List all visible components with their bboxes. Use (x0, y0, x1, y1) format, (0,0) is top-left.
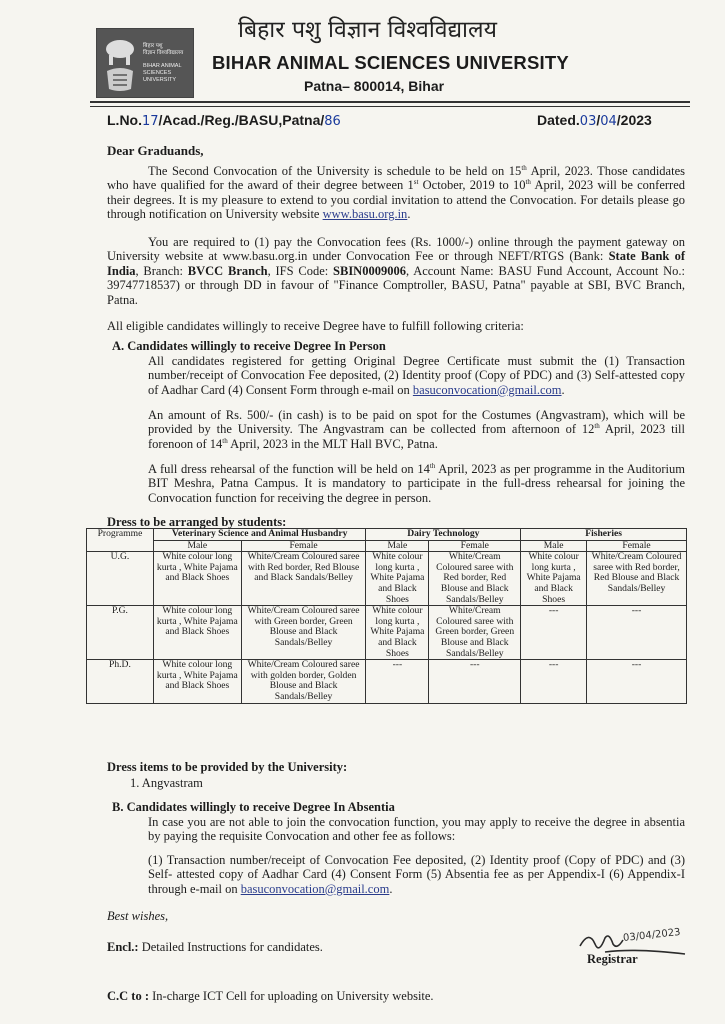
para1-text-b: April, 2023. Those candidates who have qualified for the award of their degree between 1 (107, 164, 685, 193)
date-day: 03 (579, 114, 597, 129)
table-row (87, 660, 687, 703)
header-rule (90, 101, 690, 103)
para2-text-c: , IFS Code: (267, 263, 334, 278)
para1-sup-c: th (525, 178, 531, 187)
table-cell: --- (366, 660, 429, 703)
group-fisheries: Fisheries (521, 529, 687, 541)
encl-text: Detailed Instructions for candidates. (138, 940, 323, 954)
table-cell: White/Cream Coloured saree with Green border, Green Blouse and Black Sandals/Belley (429, 606, 521, 660)
section-a-p3-b: April, 2023 as per programme in the Auditorium BIT Meshra, Patna Campus. It is mandatory to participate in the full-dress rehearsal for joining the Convocation function for receiving the degree in person. (148, 462, 685, 505)
para2-text-b: , Branch: (135, 263, 188, 278)
ref-middle: /Acad./Reg./BASU,Patna/ (158, 112, 325, 128)
registrar-title: Registrar (587, 952, 638, 966)
table-cell: --- (521, 606, 587, 660)
cc-text: In-charge ICT Cell for uploading on University website. (149, 989, 434, 1003)
university-name-hindi: बिहार पशु विज्ञान विश्वविद्यालय (238, 17, 497, 43)
section-a-p1-text: All candidates registered for getting Original Degree Certificate must submit the (1) Transaction number/receipt of Convocation Fee deposited, (2) Identity proof (Copy of PDC) and (3) Self-attested copy of Aadhar Card (4) Consent Form through e-mail on (148, 354, 685, 397)
para1-sup-b: st (413, 178, 419, 187)
col-female: Female (429, 540, 521, 552)
section-b-requirements (148, 853, 685, 896)
section-b-p2-text: (1) Transaction number/receipt of Convocation Fee deposited, (2) Identity proof (Copy of PDC) and (3) Self- attested copy of Aadhar Card (4) Consent Form (5) Absentia fee as per Appendix-I (6) Appendix-I through e-mail on (148, 853, 685, 896)
closing: Best wishes, (107, 909, 169, 923)
section-a-p2-a: An amount of Rs. 500/- (in cash) is to be paid on spot for the Costumes (Angvastram), which will be provided by the University. The Angvastram can be collected from afternoon of 12 (148, 408, 685, 437)
section-b-intro: In case you are not able to join the convocation function, you may apply to receive the degree in absentia by paying the requisite Convocation and other fee as follows: (148, 815, 685, 844)
website-link[interactable]: www.basu.org.in (322, 207, 408, 222)
section-a-rehearsal (148, 462, 685, 505)
univ-items-title: Dress items to be provided by the University: (107, 760, 348, 774)
header-rule-thin (90, 106, 690, 107)
para1-text-c: October, 2019 to 10 (418, 178, 526, 193)
group-dairy-tech: Dairy Technology (366, 529, 521, 541)
registrar-signature (575, 924, 690, 974)
logo-text-2: विज्ञान विश्वविद्यालय (143, 49, 184, 56)
section-a-p2-sup1: th (594, 422, 600, 431)
dated-label: Dated. (537, 112, 580, 128)
group-vet-science: Veterinary Science and Animal Husbandry (153, 529, 366, 541)
col-female: Female (241, 540, 366, 552)
email-link-b[interactable]: basuconvocation@gmail.com (240, 881, 390, 896)
table-cell: --- (587, 660, 687, 703)
section-a-p2-sup2: th (222, 436, 228, 445)
para1-text-d: April, 2023 will be conferred their degrees. It is my pleasure to extend to you cordial invitation to attend the Convocation. For details please go through notification on University website (107, 178, 686, 222)
branch-name: BVCC Branch (187, 263, 268, 278)
enclosure (107, 940, 323, 954)
para2-text-a: You are required to (1) pay the Convocation fees (Rs. 1000/-) online through the payment gateway on University website at www.basu.org.in under Convocation Fee or through NEFT/RTGS (Bank: (107, 235, 685, 264)
para1-end: . (407, 207, 411, 222)
row-programme: Ph.D. (87, 660, 154, 703)
ref-suffix: 86 (324, 114, 341, 129)
table-subheader-row (87, 540, 687, 552)
paragraph-convocation (107, 164, 685, 222)
ref-number: 17 (142, 114, 159, 129)
university-logo (96, 28, 194, 98)
paragraph-fees (107, 235, 685, 307)
table-cell: White colour long kurta , White Pajama and Black Shoes (366, 606, 429, 660)
table-row (87, 606, 687, 660)
email-link-a[interactable]: basuconvocation@gmail.com (412, 382, 562, 397)
dress-table (86, 528, 687, 704)
section-a-heading: A. Candidates willingly to receive Degree In Person (112, 339, 386, 353)
dress-title: Dress to be arranged by students: (107, 515, 287, 529)
section-a-p2-c: April, 2023 in the MLT Hall BVC, Patna. (227, 436, 438, 451)
col-male: Male (366, 540, 429, 552)
table-cell: White/Cream Coloured saree with Red border, Red Blouse and Black Sandals/Belley (241, 552, 366, 606)
para1-sup-a: th (521, 163, 527, 172)
cc-label: C.C to : (107, 989, 150, 1003)
table-cell: White colour long kurta , White Pajama and Black Shoes (521, 552, 587, 606)
section-a-p3-sup: th (429, 461, 436, 470)
table-cell: White colour long kurta , White Pajama and Black Shoes (153, 606, 241, 660)
table-cell: White colour long kurta , White Pajama and Black Shoes (153, 552, 241, 606)
section-b-heading: B. Candidates willingly to receive Degree In Absentia (112, 800, 395, 814)
table-cell: --- (587, 606, 687, 660)
table-cell: --- (429, 660, 521, 703)
table-row (87, 552, 687, 606)
section-a-costume (148, 408, 685, 451)
section-a-p1-end: . (561, 382, 565, 397)
section-a-requirements (148, 354, 685, 397)
col-male: Male (521, 540, 587, 552)
criteria-intro: All eligible candidates willingly to receive Degree have to fulfill following criteria: (107, 319, 524, 333)
para1-text-a: The Second Convocation of the University is schedule to be held on 15 (148, 164, 522, 178)
section-b-p2-end: . (389, 881, 393, 896)
logo-text-4: SCIENCES UNIVERSITY (143, 69, 177, 83)
table-cell: --- (521, 660, 587, 703)
logo-text-3: BIHAR ANIMAL (143, 62, 182, 69)
ifsc-code: SBIN0009006 (333, 263, 406, 278)
ref-prefix: L.No. (107, 112, 142, 128)
para2-text-d: , Account Name: BASU Fund Account, Account No.: 39747718537) or through DD in favour of "Finance Comptroller, BASU, Patna" payable at SBI, BVC Branch, Patna. (107, 263, 685, 307)
section-a-p3-a: A full dress rehearsal of the function will be held on 14 (148, 462, 430, 476)
col-programme: Programme (87, 529, 154, 552)
date-year: /2023 (616, 112, 652, 128)
date-month: 04 (600, 114, 617, 129)
row-programme: U.G. (87, 552, 154, 606)
table-cell: White/Cream Coloured saree with Red border, Red Blouse and Black Sandals/Belley (429, 552, 521, 606)
signature-date: 03/04/2023 (622, 927, 682, 944)
table-header-row (87, 529, 687, 541)
university-address: Patna– 800014, Bihar (304, 78, 445, 94)
table-cell: White colour long kurta , White Pajama and Black Shoes (153, 660, 241, 703)
letter-date: Dated.03/04/2023 (537, 112, 652, 129)
table-cell: White colour long kurta , White Pajama and Black Shoes (366, 552, 429, 606)
encl-label: Encl.: (107, 940, 139, 954)
row-programme: P.G. (87, 606, 154, 660)
salutation: Dear Graduands, (107, 143, 204, 158)
university-name: BIHAR ANIMAL SCIENCES UNIVERSITY (212, 52, 569, 73)
col-male: Male (153, 540, 241, 552)
letter-number (107, 112, 341, 129)
cc-line (107, 989, 434, 1003)
emblem-icon (101, 33, 139, 93)
bank-name: State Bank of India (107, 249, 686, 278)
section-a-p2-b: April, 2023 till forenoon of 14 (148, 422, 686, 451)
table-cell: White/Cream Coloured saree with golden border, Golden Blouse and Black Sandals/Belley (241, 660, 366, 703)
univ-item-1: 1. Angvastram (130, 776, 203, 790)
col-female: Female (587, 540, 687, 552)
table-cell: White/Cream Coloured saree with Green border, Green Blouse and Black Sandals/Belley (241, 606, 366, 660)
logo-text-1: बिहार पशु (143, 42, 163, 49)
table-cell: White/Cream Coloured saree with Red border, Red Blouse and Black Sandals/Belley (587, 552, 687, 606)
